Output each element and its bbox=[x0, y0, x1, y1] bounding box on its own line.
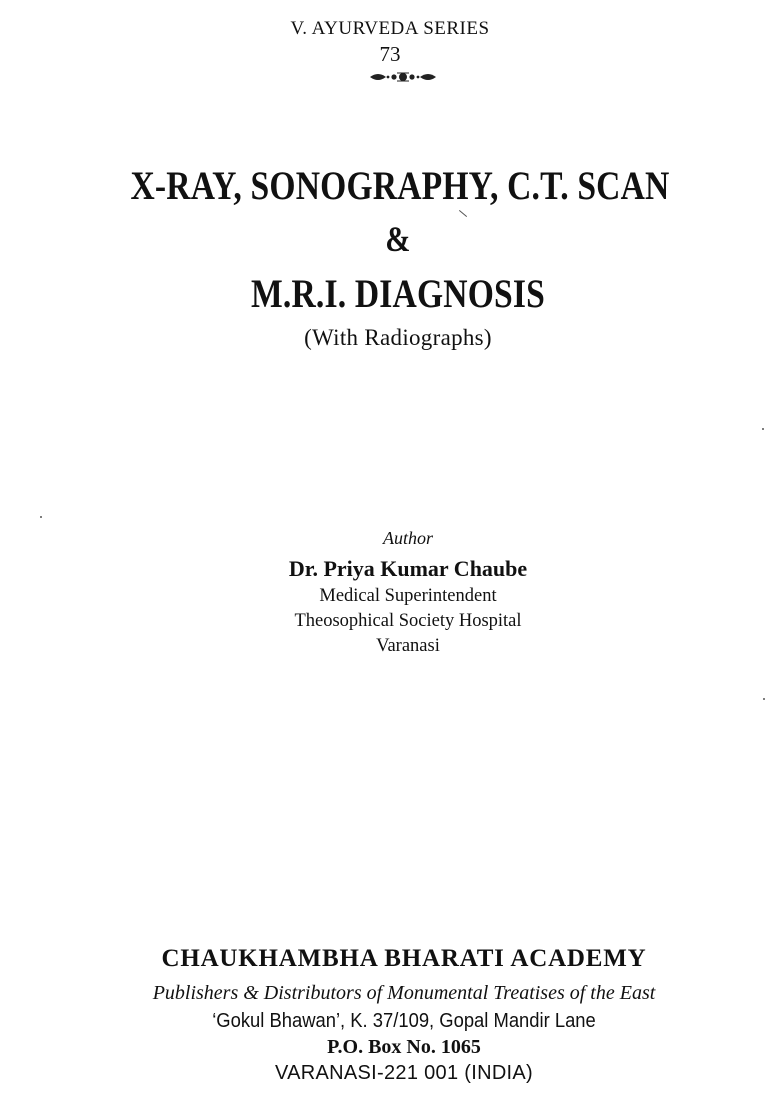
book-title-line-1: X-RAY, SONOGRAPHY, C.T. SCAN bbox=[130, 163, 670, 208]
publisher-tagline: Publishers & Distributors of Monumental Treatises of the East bbox=[152, 982, 656, 1004]
series-number: 73 bbox=[379, 42, 401, 66]
author-label: Author bbox=[382, 528, 433, 548]
author-name: Dr. Priya Kumar Chaube bbox=[288, 556, 528, 581]
author-city: Varanasi bbox=[376, 636, 440, 656]
scan-speck bbox=[459, 210, 467, 217]
book-title-line-2: M.R.I. DIAGNOSIS bbox=[251, 271, 545, 316]
scan-speck bbox=[763, 698, 765, 700]
scan-speck bbox=[762, 428, 764, 430]
scan-speck bbox=[40, 516, 42, 518]
publisher-address: ‘Gokul Bhawan’, K. 37/109, Gopal Mandir Lane bbox=[212, 1010, 596, 1032]
author-position: Medical Superintendent bbox=[319, 586, 497, 606]
book-title-ampersand: & bbox=[385, 219, 411, 259]
publisher-city: VARANASI-221 001 (INDIA) bbox=[274, 1062, 534, 1084]
book-subtitle: (With Radiographs) bbox=[304, 325, 492, 350]
series-name: V. AYURVEDA SERIES bbox=[290, 18, 490, 39]
publisher-name: CHAUKHAMBHA BHARATI ACADEMY bbox=[161, 945, 647, 972]
publisher-pobox: P.O. Box No. 1065 bbox=[327, 1036, 481, 1058]
ornament-icon bbox=[368, 70, 438, 84]
author-institution: Theosophical Society Hospital bbox=[294, 611, 522, 631]
